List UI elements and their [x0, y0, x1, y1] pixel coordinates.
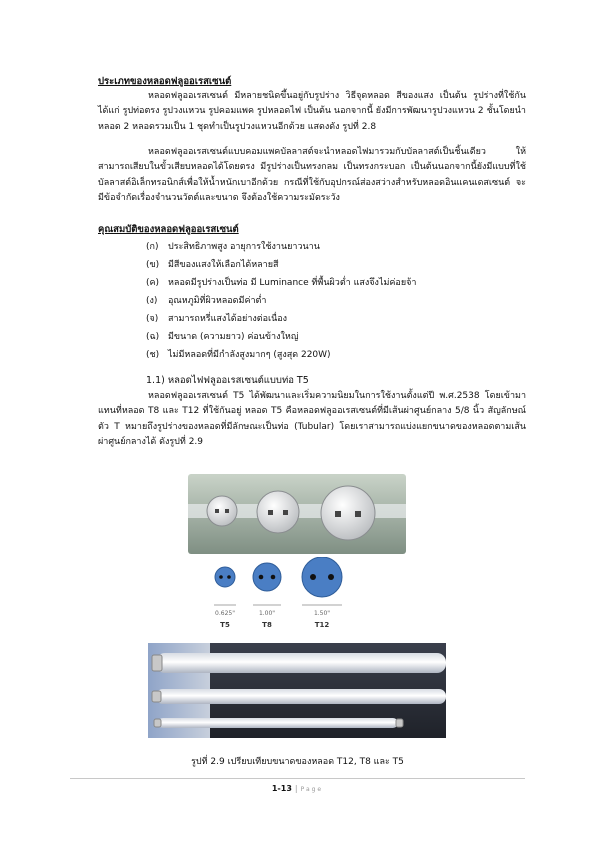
- t5-dimension: 0.625": [215, 610, 235, 617]
- paragraph-t5: หลอดฟลูออเรสเซนต์ T5 ได้พัฒนาและเริ่มความนิยมในการใช้งานตั้งแต่ปี พ.ศ.2538 โดยเข้ามาแทนที่หลอด T8 และ T12 ที่ใช้กันอยู่ หลอด T5 คือหลอดฟลูออเรสเซนต์ที่มีเส้นผ่าศูนย์กลาง 5/8 นิ้ว สัญลักษณ์ตัว T หมายถึงรูปร่างของหลอดที่มีลักษณะเป็นท่อ (Tubular) โดยเราสามารถแบ่งแยกขนาดของหลอดตามเส้นผ่าศูนย์กลางได้ ดังรูปที่ 2.9: [98, 391, 526, 448]
- figure-caption: รูปที่ 2.9 เปรียบเทียบขนาดของหลอด T12, T8 และ T5: [191, 757, 404, 767]
- list-item: [146, 310, 416, 328]
- page-label: Page: [300, 786, 324, 793]
- list-marker: (ข): [146, 260, 160, 270]
- page-number: 1-13: [271, 784, 292, 793]
- list-marker: (จ): [146, 314, 159, 324]
- t5-subheading: 1.1) หลอดไฟฟลูออเรสเซนต์แบบท่อ T5: [146, 375, 309, 386]
- list-text: ประสิทธิภาพสูง อายุการใช้งานยาวนาน: [168, 242, 320, 252]
- properties-list: [146, 238, 416, 364]
- tube-endcaps-photo: [188, 474, 406, 554]
- list-marker: (ฉ): [146, 332, 160, 342]
- paragraph-types: หลอดฟลูออเรสเซนต์ มีหลายชนิดขึ้นอยู่กับรูปร่าง วิธีจุดหลอด สีของแสง เป็นต้น รูปร่างที่ใช้กัน ได้แก่ รูปท่อตรง รูปวงแหวน รูปคอมแพค รูปหลอดไฟ เป็นต้น นอกจากนี้ ยังมีการพัฒนารูปวงแหวน 2 ชั้นโดยนำหลอด 2 หลอดรวมเป็น 1 ชุดทำเป็นรูปวงแหวนอีกด้วย แสดงดัง รูปที่ 2.8: [98, 91, 526, 132]
- footer-separator: |: [294, 784, 298, 793]
- list-text: สามารถหรี่แสงได้อย่างต่อเนื่อง: [168, 314, 288, 324]
- list-item: [146, 274, 416, 292]
- list-marker: (ช): [146, 350, 160, 360]
- list-marker: (ค): [146, 278, 160, 288]
- t8-label: T8: [262, 621, 272, 629]
- list-item: [146, 346, 416, 364]
- list-item: [146, 328, 416, 346]
- section-heading: ประเภทของหลอดฟลูออเรสเซนต์: [98, 76, 232, 87]
- list-text: หลอดมีรูปร่างเป็นท่อ มี Luminance ที่พื้นผิวต่ำ แสงจึงไม่ค่อยจ้า: [168, 278, 417, 288]
- tube-diameter-diagram: [206, 557, 366, 641]
- list-text: อุณหภูมิที่ผิวหลอดมีค่าต่ำ: [168, 296, 267, 306]
- list-text: มีสีของแสงให้เลือกได้หลายสี: [168, 260, 279, 270]
- tube-length-illustration: [148, 643, 446, 738]
- list-item: [146, 256, 416, 274]
- list-text: ไม่มีหลอดที่มีกำลังสูงมากๆ (สูงสุด 220W): [168, 350, 331, 360]
- t5-label: T5: [220, 621, 230, 629]
- list-item: [146, 238, 416, 256]
- list-marker: (ก): [146, 242, 159, 252]
- page-footer: [0, 784, 595, 793]
- paragraph-compact: หลอดฟลูออเรสเซนต์แบบคอมแพคบัลลาสต์จะนำหลอดไฟมารวมกับบัลลาสต์เป็นชิ้นเดียว ให้สามารถเสียบในขั้วเสียบหลอดได้โดยตรง มีรูปร่างเป็นทรงกลม เป็นทรงกระบอก เป็นต้นนอกจากนี้ยังมีแบบที่ใช้บัลลาสต์อิเล็กทรอนิกส์เพื่อให้น้ำหนักเบาอีกด้วย กรณีที่ใช้กับอุปกรณ์ส่องสว่างสำหรับหลอดอินแคนเดสเซนต์ จะมีข้อจำกัดเรื่องจำนวนวัตต์และขนาด จึงต้องใช้ความระมัดระวัง: [98, 147, 526, 204]
- t8-dimension: 1.00": [258, 610, 276, 617]
- properties-heading: คุณสมบัติของหลอดฟลูออเรสเซนต์: [98, 224, 239, 235]
- t12-label: T12: [314, 621, 330, 629]
- list-item: [146, 292, 416, 310]
- list-marker: (ง): [146, 296, 158, 306]
- t12-dimension: 1.50": [313, 610, 331, 617]
- tube-length-photo: [148, 643, 446, 738]
- diameter-illustration: [206, 557, 366, 641]
- list-text: มีขนาด (ความยาว) ค่อนข้างใหญ่: [168, 332, 299, 342]
- footer-divider: [70, 778, 525, 779]
- tube-endcaps-illustration: [188, 474, 406, 554]
